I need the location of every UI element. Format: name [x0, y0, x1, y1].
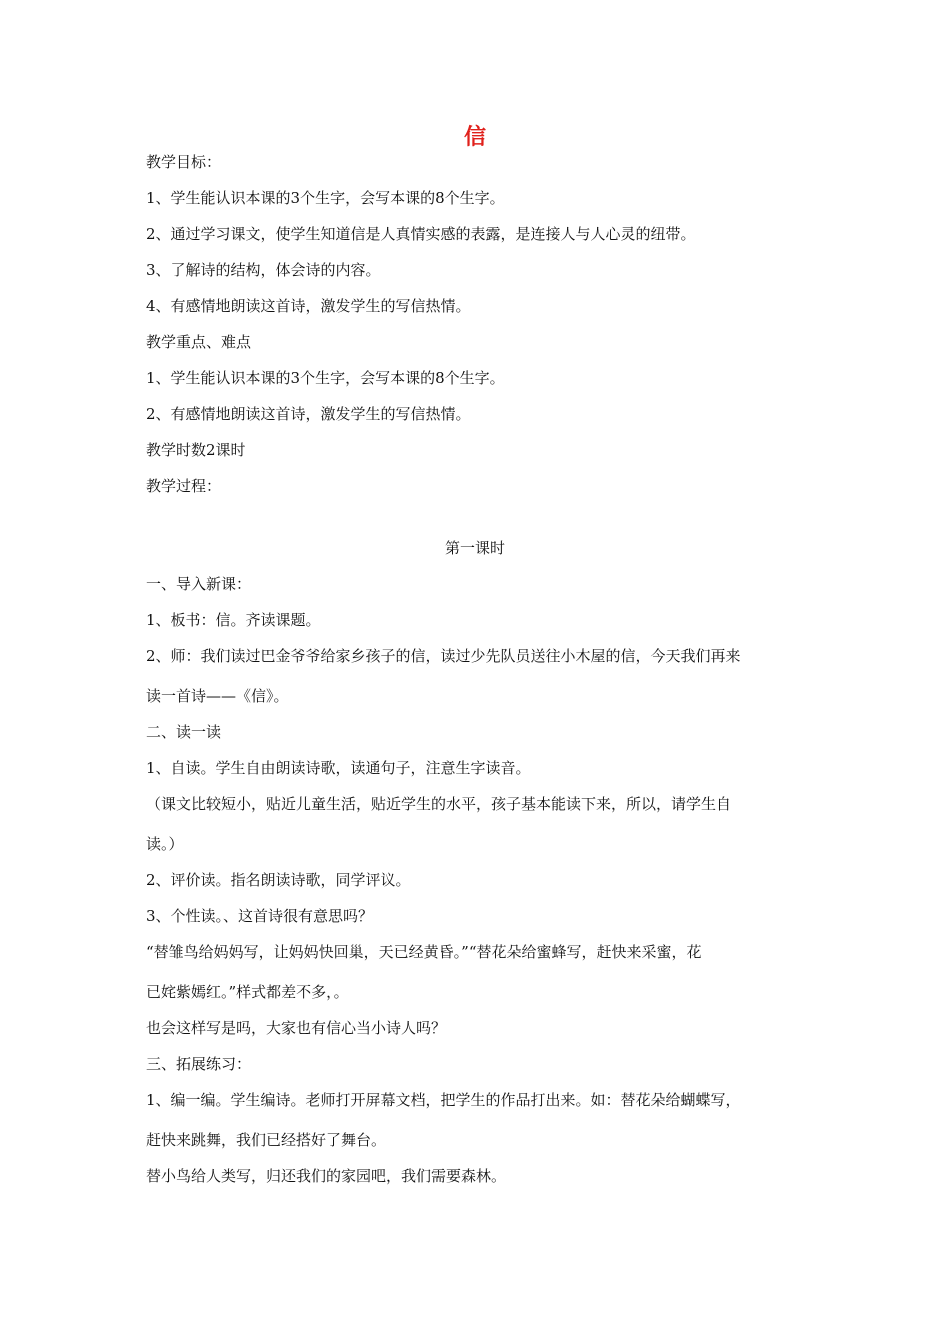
paragraph: 替小鸟给人类写，归还我们的家园吧，我们需要森林。	[146, 1167, 507, 1185]
section-heading-key-points: 教学重点、难点	[146, 333, 252, 351]
objective-item-4: 4、有感情地朗读这首诗，激发学生的写信热情。	[146, 297, 471, 315]
paragraph-continued: 已姹紫嫣红。”样式都差不多，。	[146, 983, 349, 1001]
paragraph: “替雏鸟给妈妈写，让妈妈快回巢，天已经黄昏。”“替花朵给蜜蜂写，赶快来采蜜，花	[146, 943, 702, 961]
paragraph: 3、个性读。、这首诗很有意思吗？	[146, 907, 374, 925]
paragraph: 2、评价读。指名朗读诗歌，同学评议。	[146, 871, 411, 889]
teaching-hours: 教学时数2课时	[146, 441, 246, 459]
paragraph-continued: 读一首诗——《信》。	[146, 687, 289, 705]
paragraph: 2、师：我们读过巴金爷爷给家乡孩子的信，读过少先队员送往小木屋的信，今天我们再来	[146, 647, 741, 665]
objective-item-3: 3、了解诗的结构，体会诗的内容。	[146, 261, 381, 279]
part-heading-reading: 二、读一读	[146, 723, 222, 741]
section-heading-objectives: 教学目标：	[146, 153, 222, 171]
paragraph: 1、编一编。学生编诗。老师打开屏幕文档，把学生的作品打出来。如：替花朵给蝴蝶写，	[146, 1091, 741, 1109]
document-title: 信	[463, 125, 486, 150]
part-heading-practice: 三、拓展练习：	[146, 1055, 252, 1073]
objective-item-1: 1、学生能认识本课的3个生字，会写本课的8个生字。	[146, 189, 505, 207]
section-heading-process: 教学过程：	[146, 477, 222, 495]
paragraph: （课文比较短小，贴近儿童生活，贴近学生的水平，孩子基本能读下来，所以，请学生自	[146, 795, 732, 813]
paragraph-continued: 读。）	[146, 835, 184, 853]
lesson-heading: 第一课时	[444, 539, 505, 557]
paragraph: 1、板书：信。齐读课题。	[146, 611, 321, 629]
part-heading-intro: 一、导入新课：	[146, 575, 252, 593]
paragraph: 1、自读。学生自由朗读诗歌，读通句子，注意生字读音。	[146, 759, 531, 777]
objective-item-2: 2、通过学习课文，使学生知道信是人真情实感的表露，是连接人与人心灵的纽带。	[146, 225, 696, 243]
key-point-item-1: 1、学生能认识本课的3个生字，会写本课的8个生字。	[146, 369, 505, 387]
paragraph-continued: 赶快来跳舞，我们已经搭好了舞台。	[146, 1131, 387, 1149]
key-point-item-2: 2、有感情地朗读这首诗，激发学生的写信热情。	[146, 405, 471, 423]
paragraph: 也会这样写是吗，大家也有信心当小诗人吗？	[146, 1019, 447, 1037]
